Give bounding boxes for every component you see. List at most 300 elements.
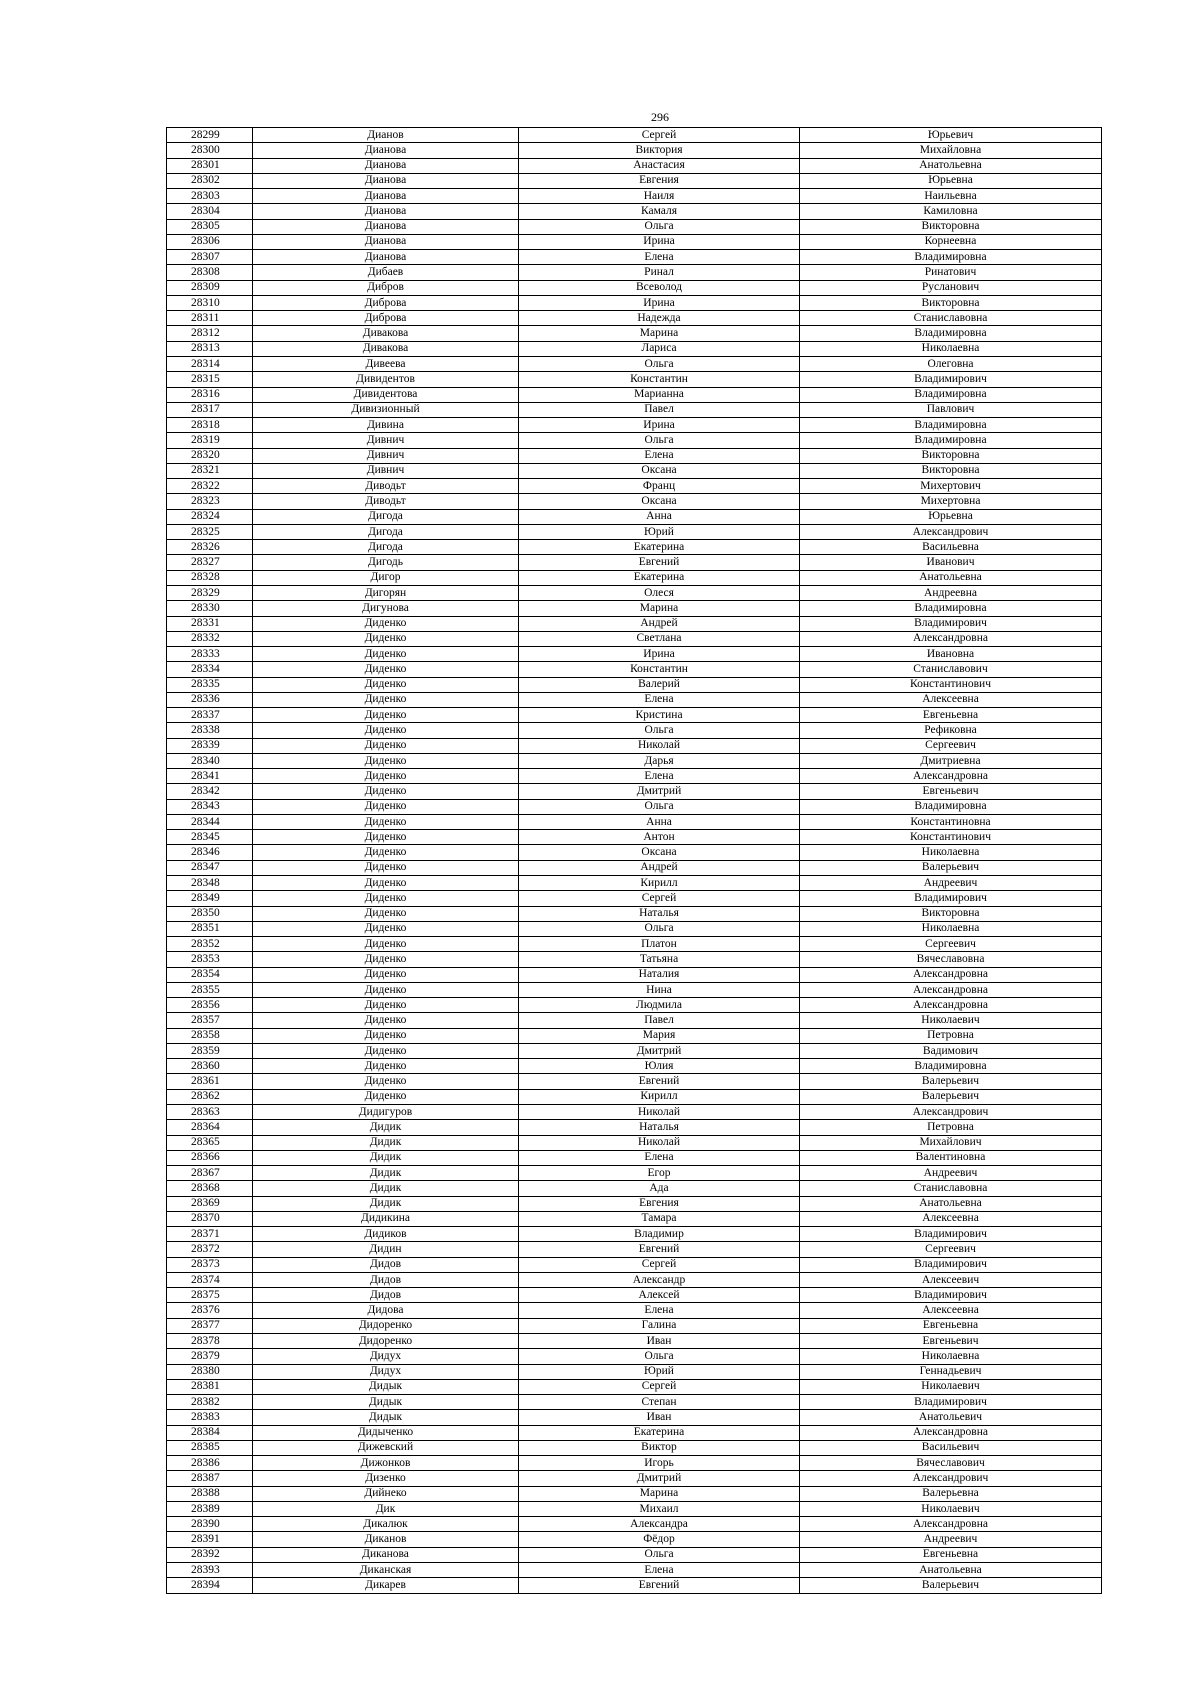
surname-cell: Диденко	[253, 784, 519, 799]
table-row	[167, 1120, 1102, 1135]
given-name-cell: Оксана	[519, 845, 800, 860]
surname-cell: Дианова	[253, 158, 519, 173]
record-number-cell: 28311	[167, 311, 253, 326]
given-name-cell: Николай	[519, 1105, 800, 1120]
given-name-cell: Александр	[519, 1272, 800, 1287]
surname-cell: Диденко	[253, 769, 519, 784]
record-number-cell: 28391	[167, 1532, 253, 1547]
given-name-cell: Франц	[519, 479, 800, 494]
given-name-cell: Анастасия	[519, 158, 800, 173]
surname-cell: Дидова	[253, 1303, 519, 1318]
surname-cell: Дидов	[253, 1288, 519, 1303]
surname-cell: Диденко	[253, 1013, 519, 1028]
given-name-cell: Алексей	[519, 1288, 800, 1303]
patronymic-cell: Николаевич	[800, 1379, 1102, 1394]
surname-cell: Дидык	[253, 1395, 519, 1410]
patronymic-cell: Алексеевна	[800, 1303, 1102, 1318]
patronymic-cell: Сергеевич	[800, 1242, 1102, 1257]
surname-cell: Дидух	[253, 1364, 519, 1379]
patronymic-cell: Евгеньевич	[800, 1333, 1102, 1348]
patronymic-cell: Станиславовна	[800, 311, 1102, 326]
record-number-cell: 28325	[167, 524, 253, 539]
table-row	[167, 1105, 1102, 1120]
surname-cell: Диденко	[253, 1074, 519, 1089]
record-number-cell: 28360	[167, 1059, 253, 1074]
patronymic-cell: Валентиновна	[800, 1150, 1102, 1165]
table-row	[167, 998, 1102, 1013]
table-row	[167, 662, 1102, 677]
surname-cell: Диденко	[253, 876, 519, 891]
patronymic-cell: Михертовна	[800, 494, 1102, 509]
table-row	[167, 311, 1102, 326]
surname-cell: Дик	[253, 1501, 519, 1516]
surname-cell: Диброва	[253, 295, 519, 310]
patronymic-cell: Геннадьевич	[800, 1364, 1102, 1379]
surname-cell: Дижевский	[253, 1440, 519, 1455]
given-name-cell: Марианна	[519, 387, 800, 402]
table-row	[167, 143, 1102, 158]
record-number-cell: 28314	[167, 356, 253, 371]
surname-cell: Дидин	[253, 1242, 519, 1257]
given-name-cell: Константин	[519, 372, 800, 387]
table-row	[167, 952, 1102, 967]
table-row	[167, 814, 1102, 829]
patronymic-cell: Владимировна	[800, 799, 1102, 814]
surname-cell: Диденко	[253, 662, 519, 677]
record-number-cell: 28301	[167, 158, 253, 173]
surname-cell: Дивина	[253, 418, 519, 433]
surname-cell: Дианов	[253, 128, 519, 143]
table-row	[167, 677, 1102, 692]
record-number-cell: 28302	[167, 173, 253, 188]
record-number-cell: 28354	[167, 967, 253, 982]
patronymic-cell: Владимировна	[800, 601, 1102, 616]
record-number-cell: 28342	[167, 784, 253, 799]
given-name-cell: Марина	[519, 326, 800, 341]
given-name-cell: Екатерина	[519, 1425, 800, 1440]
record-number-cell: 28349	[167, 891, 253, 906]
table-row	[167, 372, 1102, 387]
surname-cell: Диканская	[253, 1562, 519, 1577]
surname-cell: Дигода	[253, 540, 519, 555]
patronymic-cell: Камиловна	[800, 204, 1102, 219]
patronymic-cell: Владимировна	[800, 250, 1102, 265]
given-name-cell: Николай	[519, 738, 800, 753]
surname-cell: Диденко	[253, 921, 519, 936]
surname-cell: Дийнеко	[253, 1486, 519, 1501]
surname-cell: Диводьт	[253, 479, 519, 494]
table-row	[167, 158, 1102, 173]
record-number-cell: 28388	[167, 1486, 253, 1501]
surname-cell: Диденко	[253, 647, 519, 662]
table-row	[167, 1059, 1102, 1074]
given-name-cell: Сергей	[519, 1379, 800, 1394]
surname-cell: Дигода	[253, 509, 519, 524]
surname-cell: Дидух	[253, 1349, 519, 1364]
record-number-cell: 28389	[167, 1501, 253, 1516]
record-number-cell: 28334	[167, 662, 253, 677]
surname-cell: Диденко	[253, 708, 519, 723]
table-row	[167, 723, 1102, 738]
patronymic-cell: Николаевна	[800, 341, 1102, 356]
table-row	[167, 845, 1102, 860]
table-row	[167, 967, 1102, 982]
surname-cell: Дианова	[253, 143, 519, 158]
record-number-cell: 28312	[167, 326, 253, 341]
record-number-cell: 28384	[167, 1425, 253, 1440]
patronymic-cell: Русланович	[800, 280, 1102, 295]
given-name-cell: Андрей	[519, 860, 800, 875]
table-row	[167, 1013, 1102, 1028]
record-number-cell: 28337	[167, 708, 253, 723]
patronymic-cell: Евгеньевна	[800, 1547, 1102, 1562]
record-number-cell: 28300	[167, 143, 253, 158]
table-row	[167, 1425, 1102, 1440]
table-row	[167, 1074, 1102, 1089]
surname-cell: Диденко	[253, 677, 519, 692]
table-row	[167, 387, 1102, 402]
record-number-cell: 28344	[167, 814, 253, 829]
table-row	[167, 1150, 1102, 1165]
table-row	[167, 1303, 1102, 1318]
record-number-cell: 28353	[167, 952, 253, 967]
given-name-cell: Павел	[519, 402, 800, 417]
patronymic-cell: Николаевич	[800, 1013, 1102, 1028]
table-row	[167, 1272, 1102, 1287]
patronymic-cell: Вадимович	[800, 1043, 1102, 1058]
record-number-cell: 28372	[167, 1242, 253, 1257]
surname-cell: Диденко	[253, 692, 519, 707]
record-number-cell: 28370	[167, 1211, 253, 1226]
table-row	[167, 1166, 1102, 1181]
given-name-cell: Татьяна	[519, 952, 800, 967]
surname-cell: Дидик	[253, 1196, 519, 1211]
surname-cell: Дидик	[253, 1135, 519, 1150]
table-row	[167, 647, 1102, 662]
given-name-cell: Виктория	[519, 143, 800, 158]
given-name-cell: Евгений	[519, 1578, 800, 1593]
page-number: 296	[651, 110, 669, 124]
given-name-cell: Светлана	[519, 631, 800, 646]
surname-cell: Диденко	[253, 967, 519, 982]
patronymic-cell: Анатольевна	[800, 1562, 1102, 1577]
surname-cell: Дидик	[253, 1120, 519, 1135]
patronymic-cell: Александровна	[800, 631, 1102, 646]
patronymic-cell: Николаевна	[800, 1349, 1102, 1364]
given-name-cell: Ада	[519, 1181, 800, 1196]
record-number-cell: 28305	[167, 219, 253, 234]
given-name-cell: Людмила	[519, 998, 800, 1013]
table-row	[167, 234, 1102, 249]
surname-cell: Диденко	[253, 1043, 519, 1058]
record-number-cell: 28366	[167, 1150, 253, 1165]
table-row	[167, 1089, 1102, 1104]
patronymic-cell: Анатольевич	[800, 1410, 1102, 1425]
record-number-cell: 28303	[167, 189, 253, 204]
surname-cell: Дигорян	[253, 585, 519, 600]
table-row	[167, 738, 1102, 753]
table-row	[167, 1486, 1102, 1501]
given-name-cell: Ольга	[519, 433, 800, 448]
given-name-cell: Сергей	[519, 128, 800, 143]
patronymic-cell: Викторовна	[800, 448, 1102, 463]
surname-cell: Диденко	[253, 616, 519, 631]
patronymic-cell: Вячеславович	[800, 1456, 1102, 1471]
patronymic-cell: Валерьевич	[800, 1578, 1102, 1593]
patronymic-cell: Рефиковна	[800, 723, 1102, 738]
surname-cell: Дидоренко	[253, 1333, 519, 1348]
patronymic-cell: Евгеньевич	[800, 784, 1102, 799]
table-row	[167, 494, 1102, 509]
patronymic-cell: Алексеевич	[800, 1272, 1102, 1287]
given-name-cell: Степан	[519, 1395, 800, 1410]
given-name-cell: Ольга	[519, 1547, 800, 1562]
given-name-cell: Евгений	[519, 1242, 800, 1257]
record-number-cell: 28338	[167, 723, 253, 738]
patronymic-cell: Алексеевна	[800, 692, 1102, 707]
table-row	[167, 326, 1102, 341]
record-number-cell: 28350	[167, 906, 253, 921]
record-number-cell: 28308	[167, 265, 253, 280]
given-name-cell: Марина	[519, 601, 800, 616]
table-row	[167, 402, 1102, 417]
patronymic-cell: Александровна	[800, 1517, 1102, 1532]
given-name-cell: Оксана	[519, 463, 800, 478]
table-row	[167, 280, 1102, 295]
patronymic-cell: Александровна	[800, 982, 1102, 997]
patronymic-cell: Сергеевич	[800, 738, 1102, 753]
given-name-cell: Дмитрий	[519, 1043, 800, 1058]
patronymic-cell: Владимирович	[800, 1288, 1102, 1303]
table-row	[167, 906, 1102, 921]
table-row	[167, 769, 1102, 784]
table-row	[167, 891, 1102, 906]
record-number-cell: 28306	[167, 234, 253, 249]
record-number-cell: 28299	[167, 128, 253, 143]
table-row	[167, 1349, 1102, 1364]
record-number-cell: 28310	[167, 295, 253, 310]
surname-cell: Дианова	[253, 173, 519, 188]
given-name-cell: Кристина	[519, 708, 800, 723]
table-row	[167, 1028, 1102, 1043]
table-row	[167, 1517, 1102, 1532]
table-row	[167, 860, 1102, 875]
record-number-cell: 28379	[167, 1349, 253, 1364]
patronymic-cell: Анатольевна	[800, 1196, 1102, 1211]
surname-cell: Диденко	[253, 998, 519, 1013]
record-number-cell: 28382	[167, 1395, 253, 1410]
record-number-cell: 28331	[167, 616, 253, 631]
surname-cell: Диканова	[253, 1547, 519, 1562]
table-row	[167, 753, 1102, 768]
record-number-cell: 28387	[167, 1471, 253, 1486]
given-name-cell: Валерий	[519, 677, 800, 692]
surname-cell: Диводьт	[253, 494, 519, 509]
table-row	[167, 921, 1102, 936]
record-number-cell: 28362	[167, 1089, 253, 1104]
patronymic-cell: Владимировна	[800, 326, 1102, 341]
table-row	[167, 479, 1102, 494]
surname-cell: Дивизионный	[253, 402, 519, 417]
table-row	[167, 876, 1102, 891]
record-number-cell: 28385	[167, 1440, 253, 1455]
surname-cell: Диброва	[253, 311, 519, 326]
surname-cell: Дигода	[253, 524, 519, 539]
table-row	[167, 799, 1102, 814]
surname-cell: Диканов	[253, 1532, 519, 1547]
surname-cell: Дизенко	[253, 1471, 519, 1486]
patronymic-cell: Ринатович	[800, 265, 1102, 280]
record-number-cell: 28374	[167, 1272, 253, 1287]
record-number-cell: 28318	[167, 418, 253, 433]
patronymic-cell: Владимировна	[800, 1059, 1102, 1074]
record-number-cell: 28341	[167, 769, 253, 784]
given-name-cell: Наталия	[519, 967, 800, 982]
given-name-cell: Галина	[519, 1318, 800, 1333]
surname-cell: Дигор	[253, 570, 519, 585]
patronymic-cell: Владимировна	[800, 418, 1102, 433]
record-number-cell: 28373	[167, 1257, 253, 1272]
table-row	[167, 1364, 1102, 1379]
given-name-cell: Мария	[519, 1028, 800, 1043]
given-name-cell: Анна	[519, 509, 800, 524]
surname-cell: Дивидентов	[253, 372, 519, 387]
surname-cell: Дидик	[253, 1150, 519, 1165]
given-name-cell: Елена	[519, 692, 800, 707]
given-name-cell: Ринал	[519, 265, 800, 280]
patronymic-cell: Андреевич	[800, 876, 1102, 891]
record-number-cell: 28371	[167, 1227, 253, 1242]
table-row	[167, 1562, 1102, 1577]
record-number-cell: 28322	[167, 479, 253, 494]
table-row	[167, 265, 1102, 280]
given-name-cell: Евгений	[519, 555, 800, 570]
surname-cell: Дианова	[253, 189, 519, 204]
surname-cell: Диденко	[253, 891, 519, 906]
surname-cell: Дидоренко	[253, 1318, 519, 1333]
given-name-cell: Михаил	[519, 1501, 800, 1516]
record-number-cell: 28340	[167, 753, 253, 768]
table-row	[167, 189, 1102, 204]
surname-cell: Дивнич	[253, 433, 519, 448]
table-row	[167, 250, 1102, 265]
record-number-cell: 28390	[167, 1517, 253, 1532]
surname-cell: Дидов	[253, 1272, 519, 1287]
patronymic-cell: Николаевна	[800, 921, 1102, 936]
given-name-cell: Анна	[519, 814, 800, 829]
given-name-cell: Камаля	[519, 204, 800, 219]
record-number-cell: 28336	[167, 692, 253, 707]
given-name-cell: Константин	[519, 662, 800, 677]
surname-cell: Дивакова	[253, 341, 519, 356]
surname-cell: Дивнич	[253, 463, 519, 478]
patronymic-cell: Анатольевна	[800, 570, 1102, 585]
given-name-cell: Ольга	[519, 219, 800, 234]
patronymic-cell: Александровна	[800, 1425, 1102, 1440]
record-number-cell: 28313	[167, 341, 253, 356]
record-number-cell: 28323	[167, 494, 253, 509]
given-name-cell: Николай	[519, 1135, 800, 1150]
record-number-cell: 28332	[167, 631, 253, 646]
given-name-cell: Игорь	[519, 1456, 800, 1471]
record-number-cell: 28363	[167, 1105, 253, 1120]
record-number-cell: 28393	[167, 1562, 253, 1577]
name-roster-table	[166, 127, 1102, 1594]
given-name-cell: Кирилл	[519, 876, 800, 891]
table-row	[167, 616, 1102, 631]
record-number-cell: 28327	[167, 555, 253, 570]
patronymic-cell: Валерьевич	[800, 1089, 1102, 1104]
record-number-cell: 28324	[167, 509, 253, 524]
table-row	[167, 173, 1102, 188]
given-name-cell: Ольга	[519, 356, 800, 371]
given-name-cell: Евгения	[519, 1196, 800, 1211]
patronymic-cell: Александровна	[800, 967, 1102, 982]
given-name-cell: Сергей	[519, 1257, 800, 1272]
record-number-cell: 28335	[167, 677, 253, 692]
record-number-cell: 28376	[167, 1303, 253, 1318]
patronymic-cell: Владимирович	[800, 616, 1102, 631]
table-row	[167, 585, 1102, 600]
patronymic-cell: Викторовна	[800, 219, 1102, 234]
record-number-cell: 28304	[167, 204, 253, 219]
given-name-cell: Владимир	[519, 1227, 800, 1242]
table-row	[167, 295, 1102, 310]
surname-cell: Дианова	[253, 204, 519, 219]
given-name-cell: Екатерина	[519, 540, 800, 555]
record-number-cell: 28320	[167, 448, 253, 463]
patronymic-cell: Владимировна	[800, 387, 1102, 402]
record-number-cell: 28330	[167, 601, 253, 616]
record-number-cell: 28309	[167, 280, 253, 295]
patronymic-cell: Алексеевна	[800, 1211, 1102, 1226]
record-number-cell: 28394	[167, 1578, 253, 1593]
table-row	[167, 1227, 1102, 1242]
given-name-cell: Платон	[519, 937, 800, 952]
given-name-cell: Ирина	[519, 295, 800, 310]
surname-cell: Дижонков	[253, 1456, 519, 1471]
given-name-cell: Оксана	[519, 494, 800, 509]
patronymic-cell: Михертович	[800, 479, 1102, 494]
surname-cell: Дидикина	[253, 1211, 519, 1226]
surname-cell: Дивидентова	[253, 387, 519, 402]
patronymic-cell: Александровна	[800, 769, 1102, 784]
given-name-cell: Олеся	[519, 585, 800, 600]
surname-cell: Дидиков	[253, 1227, 519, 1242]
table-row	[167, 219, 1102, 234]
record-number-cell: 28347	[167, 860, 253, 875]
surname-cell: Дивнич	[253, 448, 519, 463]
surname-cell: Дианова	[253, 234, 519, 249]
surname-cell: Дибаев	[253, 265, 519, 280]
given-name-cell: Надежда	[519, 311, 800, 326]
table-row	[167, 1578, 1102, 1593]
record-number-cell: 28343	[167, 799, 253, 814]
table-row	[167, 1242, 1102, 1257]
given-name-cell: Тамара	[519, 1211, 800, 1226]
patronymic-cell: Петровна	[800, 1028, 1102, 1043]
surname-cell: Диденко	[253, 814, 519, 829]
record-number-cell: 28361	[167, 1074, 253, 1089]
patronymic-cell: Владимирович	[800, 1227, 1102, 1242]
table-row	[167, 1547, 1102, 1562]
record-number-cell: 28333	[167, 647, 253, 662]
record-number-cell: 28328	[167, 570, 253, 585]
patronymic-cell: Александровна	[800, 998, 1102, 1013]
surname-cell: Дигунова	[253, 601, 519, 616]
given-name-cell: Юрий	[519, 524, 800, 539]
given-name-cell: Всеволод	[519, 280, 800, 295]
